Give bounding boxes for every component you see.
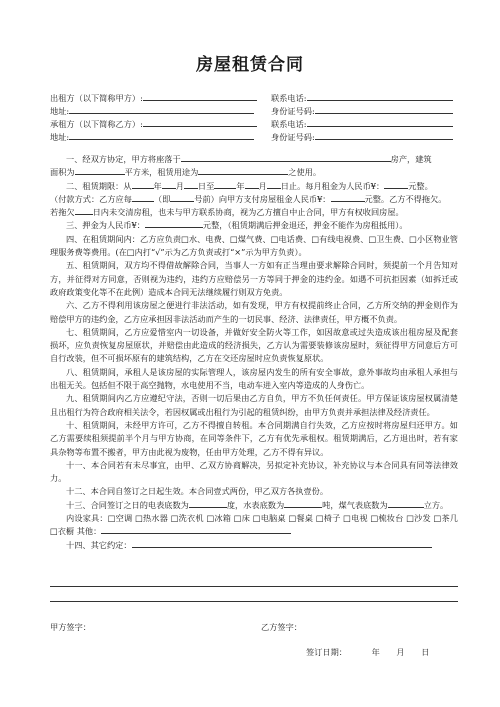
gas-meter-field[interactable] [388, 499, 424, 508]
clause-1: 一、经双方协定，甲方将座落于 房产，建筑 [66, 154, 432, 164]
other-terms-line-2[interactable] [50, 601, 458, 602]
lessee-phone-field[interactable] [307, 118, 453, 127]
clause-6: 六、乙方不得利用该房屋之便进行非法活动，如有发现，甲方有权提前终止合同，乙方所交纳的押金则作为赔偿甲方的违约金，乙方应承担因非法活动而产生的一切民事、经济、法律责任，甲方概不负责。 [50, 300, 458, 324]
payment-amount-field[interactable] [331, 193, 365, 202]
lessor-id-label: 身份证号码: [271, 106, 315, 116]
lessor-phone-row [271, 92, 453, 104]
payment-period-field[interactable] [132, 193, 154, 202]
clause-7: 七、租赁期间，乙方应爱惜室内一切设备，并做好安全防火等工作，如因故意或过失造成该出租房屋及配套损坏，应负责恢复房屋原状，并赔偿由此造成的经济损失，乙方认为需要装修该房屋时，须征得甲方同意后方可自行改装，但不可损坏原有的建筑结构，乙方在交还房屋时应负责恢复原状。 [50, 326, 458, 364]
monthly-rent-field[interactable] [384, 180, 408, 189]
lessee-address-field[interactable] [69, 131, 254, 140]
lessee-address-label: 地址: [50, 132, 70, 142]
end-year-field[interactable] [214, 180, 236, 189]
clause-11: 十一、本合同若有未尽事宜，由甲、乙双方协商解决，另拟定补充协议，补充协议与本合同具有同等法律效力。 [50, 459, 458, 484]
clause-2-payment: （付款方式：乙方应每 （即 号前）向甲方支付房屋租金人民币¥： 元整。乙方不得拖欠。 [50, 193, 447, 204]
lessor-phone-label: 联系电话: [271, 93, 307, 103]
lessee-signature[interactable]: 乙方签字： [261, 622, 302, 632]
lessor-address-label: 地址: [50, 106, 70, 116]
lessor-id-row [271, 105, 453, 117]
lessor-label: 出租方（以下简称甲方）: [50, 93, 143, 103]
lessee-id-label: 身份证号码: [271, 132, 315, 142]
sign-date-label: 签订日期： [306, 647, 347, 657]
start-month-field[interactable] [162, 180, 176, 189]
lessee-id-field[interactable] [315, 131, 453, 140]
clause-3: 三、押金为人民币¥： 元整，（租赁期满后押金退还，押金不能作为房租抵用）。 [66, 220, 408, 231]
water-meter-field[interactable] [284, 499, 322, 508]
lessee-row [50, 118, 257, 130]
sign-date [306, 647, 429, 658]
clause-9: 九、租赁期间内乙方应遵纪守法，否则一切后果由乙方自负，甲方不负任何责任。甲方保证该房屋权属清楚且出租行为符合政府相关法令，若因权属或出租行为引起的租赁纠纷，由甲方负责并承担法律及经济责任。 [50, 393, 458, 417]
arrears-days-field[interactable] [75, 206, 93, 215]
payment-day-field[interactable] [170, 193, 194, 202]
lessor-row [50, 92, 257, 104]
clause-2: 二、租赁期限：从 年 月 日至 年 月 日止。每月租金为人民币¥： 元整。 [66, 180, 433, 191]
end-month-field[interactable] [245, 180, 259, 189]
clause-2-arrears: 若拖欠 日内未交清房租，也未与甲方联系协商，视为乙方擅自中止合同，甲方有权收回房屋。 [50, 207, 404, 218]
lessor-address-row [50, 105, 254, 117]
lessee-phone-label: 联系电话: [271, 119, 307, 129]
lessee-id-row [271, 131, 453, 143]
lessee-address-row [50, 131, 254, 143]
electric-meter-field[interactable] [189, 499, 227, 508]
clause-13: 十三、合同签订之日的电表底数为 度，水表底数为 吨，煤气表底数为 立方。 [66, 499, 449, 510]
clause-8: 八、租赁期间，承租人是该房屋的实际管理人，该房屋内发生的所有安全事故，意外事故均由承租人承担与出租无关。包括但不限于高空抛物，水电使用不当，电动车进入室内等造成的人身伤亡。 [50, 366, 458, 391]
clause-4: 四、在租赁期间内：乙方应负责□水、电费、□煤气费、□电话费、□有线电视费、□卫生费、□小区物业管理服务费等费用。(在□内打“√”示为乙方负责或打“×”示为甲方负责）。 [50, 233, 458, 258]
other-terms-line-1[interactable] [50, 586, 458, 587]
lessor-id-field[interactable] [315, 105, 453, 114]
lessee-phone-row [271, 118, 453, 130]
sign-day-label: 日 [421, 647, 430, 657]
start-day-field[interactable] [184, 180, 198, 189]
lessor-signature[interactable]: 甲方签字： [50, 622, 91, 632]
clause-14: 十四、其它约定： [50, 539, 458, 552]
furniture-other-field[interactable] [101, 525, 291, 534]
property-address-field[interactable] [181, 153, 391, 162]
start-year-field[interactable] [132, 180, 154, 189]
clause-1-cont: 面积为 平方米，租赁用途为 之使用。 [50, 167, 322, 178]
clause-10: 十、租赁期间，未经甲方许可，乙方不得擅自转租。本合同期满自行失效，乙方应按时将房屋归还甲方。如乙方需要续租须提前半个月与甲方协商，在同等条件下，乙方有优先承租权。租赁期满后，乙方退出时，若有家具杂物等布置不搬者，甲方由此视为废物，任由甲方处理，乙方不得有异议。 [50, 419, 458, 457]
area-field[interactable] [75, 166, 125, 175]
lessor-address-field[interactable] [69, 105, 254, 114]
deposit-field[interactable] [145, 219, 203, 228]
lessor-phone-field[interactable] [307, 92, 453, 101]
lessee-label: 承租方（以下简称乙方）: [50, 119, 143, 129]
page-title: 房屋租赁合同 [196, 55, 304, 75]
sign-month-label: 月 [396, 647, 405, 657]
clause-12: 十二、本合同自签订之日起生效。本合同壹式两份，甲乙双方各执壹份。 [66, 486, 329, 497]
usage-field[interactable] [198, 166, 288, 175]
sign-year-label: 年 [371, 647, 380, 657]
end-day-field[interactable] [267, 180, 281, 189]
clause-5: 五、租赁期间，双方均不得借故解除合同，当事人一方如有正当理由要求解除合同时，须提前一个月告知对方，并征得对方同意，否则视为违约，违约方应赔偿另一方等同于押金的违约金。如遇不可抗拒因素（如拆迁或政府政策变化等不在此例）造成本合同无法继续履行则双方免责。 [50, 260, 458, 297]
other-terms-field[interactable] [132, 539, 432, 548]
lessee-name-field[interactable] [143, 118, 257, 127]
contract-clauses [50, 153, 458, 552]
clause-13-furniture: 内设家具：□空调 □热水器 □洗衣机 □冰箱 □床 □电脑桌 □餐桌 □椅子 □电视 □梳妆台 □沙发 □茶几 □衣橱 其他： [50, 513, 458, 537]
lessor-name-field[interactable] [143, 92, 257, 101]
